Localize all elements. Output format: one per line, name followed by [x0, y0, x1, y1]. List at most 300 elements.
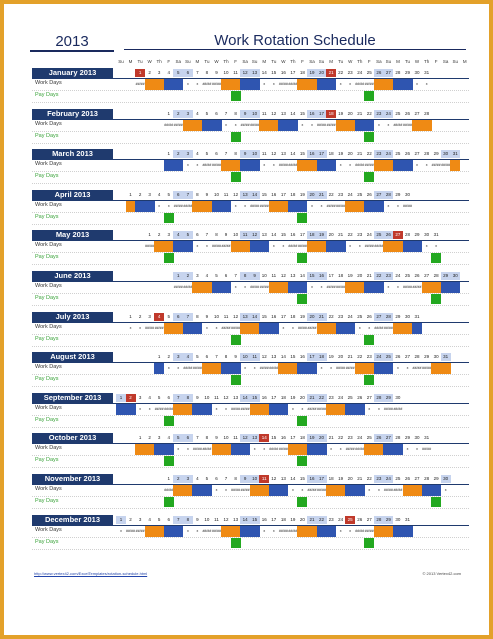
off-day-cell: x: [196, 163, 199, 168]
on-call-cell: ##/##: [307, 406, 317, 411]
day-shift-cell: [383, 526, 393, 537]
day-number: 11: [250, 353, 260, 361]
day-shift-cell: [336, 485, 346, 496]
day-number: 7: [183, 191, 193, 199]
pay-days-label: Pay Days: [35, 295, 59, 301]
day-number: 3: [183, 110, 193, 118]
day-number: 20: [338, 354, 344, 360]
day-number: 26: [366, 313, 372, 319]
day-number: 25: [395, 110, 401, 116]
day-number: 5: [167, 313, 170, 319]
day-shift-cell: [192, 120, 202, 131]
day-number: 1: [173, 272, 183, 280]
night-shift-cell: [307, 363, 317, 374]
day-number: 1: [135, 69, 145, 77]
day-shift-cell: [422, 120, 432, 131]
month-grid: [116, 149, 469, 183]
day-number: 22: [317, 394, 327, 402]
month-grid: [116, 68, 469, 102]
month-title: May 2013: [32, 230, 113, 240]
work-days-label: Work Days: [35, 80, 62, 86]
day-number: 20: [347, 476, 353, 481]
off-day-cell: x: [291, 488, 294, 492]
day-number: 6: [167, 394, 170, 400]
month-title: August 2013: [32, 352, 113, 362]
day-number: 26: [374, 69, 384, 77]
day-number: 4: [205, 273, 209, 278]
day-number: 10: [250, 110, 260, 118]
day-number: 30: [414, 435, 420, 441]
day-number: 1: [129, 191, 132, 197]
day-number: 7: [196, 435, 199, 441]
day-number: 14: [261, 70, 267, 75]
day-number: 4: [148, 394, 151, 400]
day-shift-cell: [183, 404, 193, 415]
day-number: 24: [395, 273, 401, 278]
on-call-cell: ##/##: [317, 122, 327, 127]
day-number: 3: [183, 150, 193, 158]
on-call-cell: ##/##: [145, 325, 155, 330]
month-block: [32, 433, 469, 467]
day-shift-cell: [297, 160, 307, 171]
day-number: 28: [414, 354, 420, 360]
row-separator: [32, 264, 469, 265]
off-day-cell: x: [120, 528, 122, 533]
day-shift-cell: [259, 404, 269, 415]
day-number: 28: [424, 151, 430, 157]
year-underline: [30, 50, 114, 52]
night-shift-cell: [441, 282, 451, 293]
night-shift-cell: [307, 444, 317, 455]
day-number: 24: [366, 232, 372, 238]
day-shift-cell: [164, 241, 174, 252]
work-days-label: Work Days: [35, 445, 62, 452]
pay-day-marker: [297, 253, 307, 263]
day-number: 9: [215, 435, 218, 441]
day-number: 24: [347, 191, 353, 197]
day-number: 16: [261, 516, 267, 522]
row-separator: [32, 143, 469, 144]
night-shift-cell: [336, 241, 346, 252]
day-number: 6: [224, 273, 228, 278]
night-shift-cell: [412, 241, 422, 252]
day-number: 29: [383, 516, 393, 524]
day-number: 27: [414, 476, 420, 481]
day-number: 24: [347, 313, 353, 319]
day-number: 22: [328, 313, 334, 319]
day-of-week-label: Sa: [442, 59, 449, 64]
on-call-cell: ##/##: [164, 488, 174, 492]
night-shift-cell: [403, 160, 413, 171]
night-shift-cell: [202, 485, 212, 496]
day-number: 11: [271, 273, 277, 278]
on-call-cell: ##/##: [345, 447, 355, 452]
night-shift-cell: [403, 241, 413, 252]
day-number: 19: [338, 110, 344, 116]
day-number: 18: [307, 231, 317, 239]
day-number: 27: [366, 516, 372, 522]
day-number: 31: [424, 435, 430, 441]
day-number: 12: [271, 151, 277, 157]
day-number: 16: [299, 354, 305, 360]
pay-day-marker: [164, 497, 174, 507]
day-of-week-label: Th: [357, 59, 363, 64]
day-number: 1: [116, 394, 126, 402]
month-title: March 2013: [32, 149, 113, 159]
day-number: 12: [223, 516, 229, 522]
day-number: 19: [338, 151, 344, 157]
day-number: 3: [183, 475, 193, 483]
day-shift-cell: [345, 120, 355, 131]
day-number: 22: [366, 151, 372, 157]
day-number: 12: [250, 231, 260, 239]
month-grid: [116, 474, 469, 508]
month-grid: [116, 515, 469, 549]
month-block: [32, 474, 469, 508]
on-call-cell: ##/##: [412, 366, 422, 371]
off-day-cell: x: [406, 366, 409, 371]
day-number: 25: [347, 394, 353, 400]
off-day-cell: x: [320, 285, 323, 289]
night-shift-cell: [250, 526, 260, 537]
off-day-cell: x: [234, 122, 237, 127]
off-day-cell: x: [301, 406, 304, 411]
day-of-week-label: Sa: [376, 59, 382, 64]
on-call-cell: ##/##: [326, 122, 336, 127]
on-call-cell: ##/##: [173, 122, 183, 127]
day-number: 12: [240, 434, 250, 442]
night-shift-cell: [393, 160, 403, 171]
off-day-cell: x: [186, 447, 189, 452]
night-shift-cell: [164, 79, 174, 90]
day-number: 6: [215, 476, 218, 481]
day-number: 1: [148, 232, 151, 238]
off-day-cell: x: [225, 122, 227, 127]
day-number: 5: [205, 110, 209, 116]
on-call-cell: ##/##: [212, 163, 221, 168]
day-number: 20: [347, 151, 353, 157]
day-number: 10: [213, 191, 219, 197]
day-shift-cell: [173, 404, 183, 415]
pay-day-marker: [364, 375, 374, 385]
day-number: 15: [307, 272, 317, 280]
day-of-week-label: F: [434, 59, 438, 64]
on-call-cell: ##/##: [240, 122, 250, 127]
day-shift-cell: [403, 323, 413, 334]
day-number: 9: [240, 110, 250, 118]
work-days-label: Work Days: [35, 201, 62, 208]
day-shift-cell: [364, 363, 374, 374]
day-number: 22: [357, 354, 363, 360]
night-shift-cell: [278, 404, 288, 415]
day-number: 15: [250, 394, 260, 402]
day-number: 1: [116, 516, 126, 524]
day-number: 20: [307, 191, 317, 199]
day-number: 24: [338, 516, 344, 522]
day-number: 10: [250, 475, 260, 483]
day-of-week-label: Su: [185, 59, 191, 64]
night-shift-cell: [288, 282, 298, 293]
day-shift-cell: [145, 526, 155, 537]
day-number: 20: [299, 516, 305, 522]
pay-days-label: Pay Days: [35, 335, 59, 342]
off-day-cell: x: [167, 203, 170, 208]
day-number: 26: [414, 273, 420, 278]
day-number: 27: [404, 354, 410, 360]
day-shift-cell: [164, 323, 174, 334]
day-shift-cell: [345, 201, 355, 212]
night-shift-cell: [393, 444, 403, 455]
day-number: 10: [204, 394, 210, 400]
day-of-week-label: Th: [156, 59, 162, 64]
on-call-cell: ##/##: [336, 366, 346, 371]
day-number: 1: [167, 476, 170, 481]
day-number: 8: [196, 313, 199, 319]
pay-day-marker: [231, 375, 241, 385]
night-shift-cell: [450, 282, 460, 293]
day-number: 13: [240, 191, 250, 199]
day-number: 25: [404, 273, 410, 278]
on-call-cell: ##/##: [269, 447, 279, 452]
day-of-week-label: Su: [118, 59, 124, 64]
day-number: 13: [280, 151, 286, 157]
day-shift-cell: [221, 79, 231, 90]
day-number: 20: [299, 394, 305, 400]
day-number: 13: [233, 516, 239, 522]
off-day-cell: x: [368, 325, 371, 330]
day-number: 6: [173, 191, 183, 199]
night-shift-cell: [431, 485, 441, 496]
on-call-cell: ##/##: [250, 203, 260, 208]
day-number: 3: [196, 273, 199, 278]
day-number: 2: [173, 475, 183, 483]
day-number: 16: [280, 435, 286, 441]
day-shift-cell: [412, 485, 422, 496]
day-number: 28: [374, 516, 384, 524]
day-number: 3: [148, 191, 151, 197]
day-number: 3: [157, 435, 161, 441]
day-number: 22: [374, 272, 384, 280]
off-day-cell: x: [397, 203, 399, 208]
day-number: 26: [404, 151, 410, 157]
day-number: 17: [299, 232, 305, 238]
on-call-cell: ##/##: [364, 244, 374, 249]
footer-link[interactable]: http://www.vertex42.com/ExcelTemplates/rotation-schedule.html: [34, 571, 148, 576]
day-number: 9: [224, 232, 228, 238]
off-day-cell: x: [416, 163, 418, 168]
day-shift-cell: [288, 444, 298, 455]
day-number: 3: [157, 70, 161, 75]
day-number: 19: [338, 476, 344, 481]
pay-days-label: Pay Days: [35, 538, 59, 545]
pay-day-marker: [364, 538, 374, 548]
day-number: 24: [383, 150, 393, 158]
on-call-cell: ##/##: [183, 203, 193, 208]
day-shift-cell: [412, 120, 422, 131]
title-underline: [124, 49, 466, 50]
night-shift-cell: [250, 79, 260, 90]
work-days-label: Work Days: [35, 323, 62, 330]
night-shift-cell: [192, 404, 202, 415]
off-day-cell: x: [196, 244, 199, 249]
month-block: [32, 515, 469, 549]
day-number: 18: [280, 394, 286, 400]
day-number: 30: [395, 516, 401, 522]
day-number: 2: [167, 354, 170, 360]
night-shift-cell: [240, 160, 250, 171]
off-day-cell: x: [291, 406, 294, 411]
day-number: 21: [357, 476, 363, 481]
day-number: 6: [215, 151, 218, 157]
day-number: 26: [404, 476, 410, 481]
day-number: 20: [307, 313, 317, 321]
off-day-cell: x: [320, 203, 323, 208]
on-call-cell: ##/##: [431, 163, 441, 168]
off-day-cell: x: [148, 406, 151, 411]
pay-day-marker: [297, 416, 307, 426]
day-number: 17: [280, 313, 286, 319]
night-shift-cell: [297, 363, 307, 374]
on-call-cell: ##/##: [202, 447, 212, 452]
day-number: 17: [290, 70, 296, 75]
day-number: 6: [183, 69, 193, 77]
day-shift-cell: [431, 282, 441, 293]
day-number: 25: [366, 435, 372, 441]
off-day-cell: x: [263, 447, 266, 452]
on-call-cell: ##/##: [355, 82, 365, 86]
day-number: 31: [441, 353, 451, 361]
day-number: 29: [404, 70, 410, 75]
day-number: 18: [328, 151, 334, 157]
day-shift-cell: [202, 201, 212, 212]
month-title: December 2013: [32, 515, 113, 525]
pay-days-label: Pay Days: [35, 92, 59, 98]
night-shift-cell: [374, 201, 384, 212]
day-of-week-label: W: [147, 59, 152, 64]
day-number: 7: [196, 70, 199, 75]
day-number: 20: [317, 434, 327, 442]
day-of-week-label: W: [214, 59, 219, 64]
pay-day-marker: [164, 213, 174, 223]
day-shift-cell: [240, 241, 250, 252]
on-call-cell: ##/##: [202, 82, 212, 86]
on-call-cell: ##/##: [278, 447, 288, 452]
night-shift-cell: [355, 120, 365, 131]
day-number: 18: [290, 313, 296, 319]
pay-day-marker: [431, 253, 441, 263]
day-number: 17: [317, 150, 327, 158]
day-shift-cell: [307, 526, 317, 537]
pay-day-marker: [297, 497, 307, 507]
on-call-cell: ##/##: [422, 366, 432, 371]
night-shift-cell: [126, 404, 136, 415]
day-number: 8: [183, 516, 193, 524]
day-number: 13: [290, 273, 296, 278]
day-number: 4: [167, 70, 170, 75]
on-call-cell: ##/##: [135, 82, 145, 86]
day-number: 4: [148, 516, 151, 522]
on-call-cell: ##/##: [192, 366, 202, 371]
off-day-cell: x: [387, 122, 390, 127]
day-number: 17: [317, 110, 327, 118]
day-number: 17: [271, 394, 277, 400]
night-shift-cell: [383, 444, 393, 455]
day-number: 31: [404, 516, 410, 522]
day-number: 3: [173, 353, 183, 361]
off-day-cell: x: [244, 366, 247, 371]
day-number: 18: [326, 110, 336, 118]
month-grid: [116, 433, 469, 467]
day-number: 6: [196, 232, 199, 238]
month-block: [32, 230, 469, 264]
day-number: 26: [366, 191, 372, 197]
day-of-week-label: M: [462, 59, 467, 64]
night-shift-cell: [135, 201, 145, 212]
day-number: 30: [450, 272, 460, 280]
day-number: 15: [299, 151, 305, 157]
day-number: 14: [280, 354, 286, 360]
on-call-cell: ##/##: [212, 82, 221, 86]
pay-days-label: Pay Days: [35, 132, 59, 139]
month-grid: [116, 271, 469, 305]
day-shift-cell: [250, 485, 260, 496]
day-number: 24: [338, 394, 344, 400]
night-shift-cell: [183, 241, 193, 252]
night-shift-cell: [374, 282, 384, 293]
row-separator: [32, 386, 469, 387]
off-day-cell: x: [158, 203, 161, 208]
day-number: 12: [233, 313, 239, 319]
day-shift-cell: [288, 363, 298, 374]
day-number: 19: [299, 191, 305, 197]
day-number: 24: [374, 353, 384, 361]
day-number: 15: [299, 476, 305, 481]
pay-day-marker: [231, 538, 241, 548]
day-shift-cell: [374, 160, 384, 171]
day-number: 25: [357, 191, 363, 197]
on-call-cell: ##/##: [307, 488, 317, 492]
day-number: 1: [157, 354, 161, 360]
night-shift-cell: [164, 444, 174, 455]
day-shift-cell: [192, 282, 202, 293]
day-number: 21: [326, 69, 336, 77]
day-number: 7: [205, 232, 209, 238]
pay-days-label: Pay Days: [35, 376, 59, 383]
day-number: 23: [347, 70, 353, 75]
off-day-cell: x: [225, 406, 227, 411]
day-number: 8: [224, 354, 228, 360]
day-number: 22: [366, 476, 372, 481]
day-number: 4: [196, 476, 199, 481]
on-call-cell: ##/##: [326, 285, 336, 289]
on-call-cell: ##/##: [269, 366, 279, 371]
on-call-cell: ##/##: [403, 122, 412, 127]
off-day-cell: x: [349, 163, 352, 168]
off-day-cell: x: [244, 285, 247, 289]
on-call-cell: ##/##: [393, 122, 403, 127]
work-days-label: Work Days: [35, 161, 62, 168]
month-block: [32, 149, 469, 183]
night-shift-cell: [212, 282, 222, 293]
day-shift-cell: [297, 79, 307, 90]
off-day-cell: x: [139, 406, 141, 411]
on-call-cell: ##/##: [307, 325, 317, 330]
day-number: 22: [366, 110, 372, 116]
on-call-cell: ##/##: [202, 528, 212, 533]
pay-days-label: Pay Days: [35, 416, 59, 423]
day-number: 22: [317, 516, 327, 524]
on-call-cell: ##/##: [393, 406, 403, 411]
